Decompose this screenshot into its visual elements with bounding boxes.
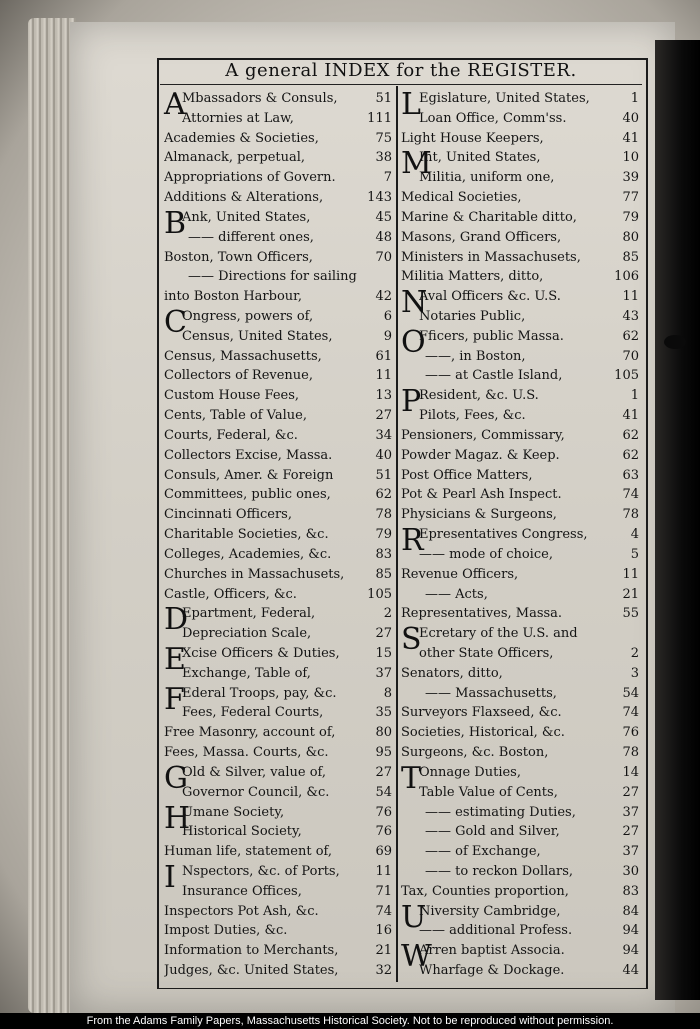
index-entry bbox=[164, 920, 392, 941]
index-entry bbox=[401, 821, 639, 842]
drop-cap-letter: D bbox=[164, 602, 189, 638]
book-spine bbox=[655, 40, 700, 1000]
index-entry bbox=[401, 663, 639, 684]
index-entry-text: Fees, Massa. Courts, &c. bbox=[164, 745, 329, 761]
index-entry bbox=[164, 187, 392, 208]
index-entry-page: 94 bbox=[622, 923, 639, 939]
index-entry-page: 62 bbox=[622, 328, 639, 344]
index-entry bbox=[164, 960, 392, 981]
index-entry-text: Notaries Public, bbox=[419, 309, 526, 325]
index-entry-page: 85 bbox=[622, 249, 639, 265]
index-entry-text: Fees, Federal Courts, bbox=[182, 705, 324, 721]
index-entry-page: 76 bbox=[375, 824, 392, 840]
index-entry-page: 54 bbox=[622, 685, 639, 701]
index-entry bbox=[401, 702, 639, 723]
index-entry bbox=[401, 128, 639, 149]
index-entry-text: Epresentatives Congress, bbox=[419, 527, 588, 543]
index-entry bbox=[164, 128, 392, 149]
index-entry bbox=[164, 445, 392, 466]
index-entry bbox=[401, 465, 639, 486]
index-entry bbox=[401, 306, 639, 327]
index-entry-page: 69 bbox=[375, 844, 392, 860]
index-entry-text: Medical Societies, bbox=[401, 190, 522, 206]
index-entry bbox=[164, 326, 392, 347]
index-entry bbox=[401, 564, 639, 585]
index-entry bbox=[401, 524, 639, 545]
index-entry-text: Onnage Duties, bbox=[419, 764, 521, 780]
index-entry-page: 42 bbox=[375, 289, 392, 305]
index-entry bbox=[164, 742, 392, 763]
index-entry-page: 13 bbox=[375, 388, 392, 404]
index-entry-page: 77 bbox=[622, 190, 639, 206]
index-entry-text: Boston, Town Officers, bbox=[164, 249, 313, 265]
index-entry-page: 63 bbox=[622, 467, 639, 483]
index-entry bbox=[164, 841, 392, 862]
index-entry-text: Ank, United States, bbox=[182, 209, 311, 225]
index-entry bbox=[401, 207, 639, 228]
index-entry-page: 80 bbox=[622, 229, 639, 245]
index-entry bbox=[401, 841, 639, 862]
index-entry-page: 78 bbox=[375, 507, 392, 523]
index-entry-text: Additions & Alterations, bbox=[164, 190, 324, 206]
index-entry bbox=[401, 405, 639, 426]
index-entry-page: 41 bbox=[622, 130, 639, 146]
drop-cap-letter: A bbox=[164, 87, 186, 122]
index-entry-text: Almanack, perpetual, bbox=[164, 150, 306, 166]
index-entry-text: Militia, uniform one, bbox=[419, 170, 555, 186]
drop-cap-letter: B bbox=[164, 205, 187, 241]
index-entry bbox=[164, 484, 392, 505]
index-entry-page: 40 bbox=[375, 447, 392, 463]
index-entry-text: Mbassadors & Consuls, bbox=[182, 91, 338, 106]
drop-cap-letter: F bbox=[164, 681, 185, 717]
index-entry bbox=[401, 802, 639, 823]
index-entry bbox=[164, 782, 392, 803]
index-entry bbox=[164, 247, 392, 268]
index-entry-page: 11 bbox=[375, 863, 392, 879]
binding-hole bbox=[664, 335, 686, 349]
index-entry bbox=[164, 306, 392, 327]
index-entry bbox=[164, 88, 392, 109]
index-entry bbox=[401, 187, 639, 208]
index-entry-text: Epartment, Federal, bbox=[182, 606, 316, 622]
index-entry bbox=[401, 742, 639, 763]
index-entry-text: Pot & Pearl Ash Inspect. bbox=[401, 487, 562, 503]
index-entry bbox=[401, 326, 639, 347]
index-entry bbox=[164, 405, 392, 426]
index-entry-text: Ederal Troops, pay, &c. bbox=[182, 685, 337, 701]
index-entry bbox=[164, 584, 392, 605]
index-entry-page: 5 bbox=[630, 546, 639, 562]
index-entry bbox=[164, 603, 392, 624]
index-entry bbox=[401, 920, 639, 941]
index-entry bbox=[401, 861, 639, 882]
index-entry bbox=[401, 782, 639, 803]
index-entry-text: Collectors of Revenue, bbox=[164, 368, 313, 384]
index-entry bbox=[401, 940, 639, 961]
index-entry-text: Collectors Excise, Massa. bbox=[164, 447, 333, 463]
page-stack-edge bbox=[28, 18, 76, 1013]
index-entry-page: 8 bbox=[383, 685, 392, 701]
index-entry-page: 143 bbox=[367, 190, 392, 206]
index-entry bbox=[401, 108, 639, 129]
index-entry-page: 74 bbox=[375, 903, 392, 919]
index-entry-text: Pensioners, Commissary, bbox=[401, 427, 565, 443]
index-entry-text: Depreciation Scale, bbox=[182, 626, 312, 642]
index-entry-page: 111 bbox=[367, 110, 392, 126]
index-entry-text: —— Massachusetts, bbox=[425, 685, 557, 701]
index-entry bbox=[164, 663, 392, 684]
index-entry bbox=[401, 722, 639, 743]
index-entry-text: Insurance Offices, bbox=[182, 883, 302, 899]
index-entry-page: 75 bbox=[375, 130, 392, 146]
drop-cap-letter: S bbox=[401, 622, 422, 658]
index-entry-text: Wharfage & Dockage. bbox=[419, 963, 565, 979]
index-entry-page: 27 bbox=[375, 408, 392, 424]
index-entry-text: Niversity Cambridge, bbox=[419, 903, 561, 919]
drop-cap-letter: E bbox=[164, 641, 186, 677]
index-entry-text: Egislature, United States, bbox=[419, 91, 590, 106]
index-entry-page: 71 bbox=[375, 883, 392, 899]
index-entry bbox=[401, 346, 639, 367]
index-entry-page: 7 bbox=[383, 170, 392, 186]
index-entry bbox=[164, 762, 392, 783]
drop-cap-letter: H bbox=[164, 800, 191, 836]
index-entry-text: Revenue Officers, bbox=[401, 566, 519, 582]
index-entry-page: 21 bbox=[622, 586, 639, 602]
index-entry-page: 43 bbox=[622, 309, 639, 325]
index-entry-page: 11 bbox=[375, 368, 392, 384]
drop-cap-letter: N bbox=[401, 285, 428, 321]
index-entry-text: Surveyors Flaxseed, &c. bbox=[401, 705, 562, 721]
drop-cap-letter: P bbox=[401, 384, 422, 420]
index-entry-page: 15 bbox=[375, 645, 392, 661]
index-entry-page: 70 bbox=[375, 249, 392, 265]
index-entry-page: 83 bbox=[375, 546, 392, 562]
index-entry-text: —— of Exchange, bbox=[425, 844, 541, 860]
index-entry-page: 2 bbox=[383, 606, 392, 622]
index-entry-text: Ecretary of the U.S. and bbox=[419, 626, 578, 642]
index-entry-page: 61 bbox=[375, 348, 392, 364]
index-entry-page: 37 bbox=[622, 844, 639, 860]
drop-cap-letter: U bbox=[401, 899, 427, 935]
drop-cap-letter: W bbox=[401, 939, 432, 975]
index-entry-page: 76 bbox=[375, 804, 392, 820]
drop-cap-letter: R bbox=[401, 523, 424, 559]
index-entry-text: Int, United States, bbox=[419, 150, 541, 166]
index-entry-page: 45 bbox=[375, 209, 392, 225]
index-entry-text: Ongress, powers of, bbox=[182, 309, 314, 325]
index-entry-page: 30 bbox=[622, 863, 639, 879]
index-entry-page: 48 bbox=[375, 229, 392, 245]
index-entry-text: Governor Council, &c. bbox=[182, 784, 330, 800]
index-entry bbox=[401, 544, 639, 565]
index-entry-page: 16 bbox=[375, 923, 392, 939]
index-entry-page: 79 bbox=[622, 209, 639, 225]
index-entry-text: Consuls, Amer. & Foreign bbox=[164, 467, 334, 483]
index-entry-text: Marine & Charitable ditto, bbox=[401, 209, 577, 225]
index-entry bbox=[401, 623, 639, 644]
index-entry-text: Census, United States, bbox=[182, 328, 333, 344]
index-entry-text: Census, Massachusetts, bbox=[164, 348, 322, 364]
index-entry-text: Historical Society, bbox=[182, 824, 302, 840]
index-entry bbox=[164, 564, 392, 585]
index-entry-page: 2 bbox=[630, 645, 639, 661]
index-entry-page: 14 bbox=[622, 764, 639, 780]
index-entry bbox=[401, 445, 639, 466]
index-entry-text: Churches in Massachusets, bbox=[164, 566, 345, 582]
index-entry-page: 34 bbox=[375, 427, 392, 443]
index-entry-text: Fficers, public Massa. bbox=[419, 328, 564, 344]
index-entry-text: —— different ones, bbox=[188, 229, 314, 245]
index-entry-page: 70 bbox=[622, 348, 639, 364]
index-entry-page: 27 bbox=[622, 824, 639, 840]
index-entry-text: Inspectors Pot Ash, &c. bbox=[164, 903, 319, 919]
index-entry-page: 9 bbox=[383, 328, 392, 344]
index-entry-page: 79 bbox=[375, 527, 392, 543]
column-divider bbox=[396, 86, 398, 982]
index-entry bbox=[401, 167, 639, 188]
index-entry-text: Post Office Matters, bbox=[401, 467, 533, 483]
index-entry-text: Senators, ditto, bbox=[401, 665, 503, 681]
index-entry bbox=[164, 702, 392, 723]
index-entry-page: 21 bbox=[375, 943, 392, 959]
index-entry-text: —— Gold and Silver, bbox=[425, 824, 560, 840]
index-entry-text: Tax, Counties proportion, bbox=[401, 883, 569, 899]
index-entry-text: Masons, Grand Officers, bbox=[401, 229, 562, 245]
index-entry bbox=[164, 623, 392, 644]
index-entry-text: —— additional Profess. bbox=[419, 923, 573, 939]
drop-cap-letter: C bbox=[164, 305, 187, 341]
index-entry bbox=[401, 901, 639, 922]
index-entry-text: Castle, Officers, &c. bbox=[164, 586, 297, 602]
index-entry-page: 105 bbox=[614, 368, 639, 384]
index-entry bbox=[401, 88, 639, 109]
index-entry-page: 38 bbox=[375, 150, 392, 166]
index-entry bbox=[401, 385, 639, 406]
index-entry-text: other State Officers, bbox=[419, 645, 554, 661]
index-entry bbox=[401, 227, 639, 248]
index-entry-text: Judges, &c. United States, bbox=[164, 963, 339, 979]
index-entry-page: 11 bbox=[622, 566, 639, 582]
index-entry bbox=[401, 425, 639, 446]
index-entry bbox=[401, 683, 639, 704]
index-entry bbox=[164, 385, 392, 406]
index-entry-page: 37 bbox=[622, 804, 639, 820]
index-entry-page: 78 bbox=[622, 745, 639, 761]
index-entry-page: 106 bbox=[614, 269, 639, 285]
index-entry bbox=[401, 762, 639, 783]
index-entry bbox=[164, 227, 392, 248]
index-entry bbox=[164, 266, 392, 287]
index-entry-page: 3 bbox=[630, 665, 639, 681]
index-entry bbox=[164, 683, 392, 704]
index-entry-text: Free Masonry, account of, bbox=[164, 725, 336, 741]
index-entry-text: Surgeons, &c. Boston, bbox=[401, 745, 549, 761]
index-entry-text: —— mode of choice, bbox=[419, 546, 553, 562]
index-entry bbox=[164, 346, 392, 367]
drop-cap-letter: L bbox=[401, 87, 421, 122]
index-entry-page: 62 bbox=[622, 447, 639, 463]
index-entry-text: Light House Keepers, bbox=[401, 130, 544, 146]
index-entry bbox=[164, 861, 392, 882]
index-entry-text: Custom House Fees, bbox=[164, 388, 300, 404]
index-entry-page: 94 bbox=[622, 943, 639, 959]
index-entry bbox=[401, 603, 639, 624]
index-entry-text: Militia Matters, ditto, bbox=[401, 269, 544, 285]
index-entry-text: Loan Office, Comm'ss. bbox=[419, 110, 567, 126]
index-entry-text: Old & Silver, value of, bbox=[182, 764, 327, 780]
index-entry-text: —— at Castle Island, bbox=[425, 368, 563, 384]
index-entry bbox=[164, 722, 392, 743]
index-entry-text: Exchange, Table of, bbox=[182, 665, 311, 681]
index-entry bbox=[164, 108, 392, 129]
index-entry-text: Charitable Societies, &c. bbox=[164, 527, 329, 543]
index-entry-page: 51 bbox=[375, 91, 392, 106]
index-entry-text: Table Value of Cents, bbox=[419, 784, 558, 800]
index-entry-page: 76 bbox=[622, 725, 639, 741]
index-entry bbox=[401, 960, 639, 981]
drop-cap-letter: T bbox=[401, 760, 422, 796]
index-entry bbox=[164, 524, 392, 545]
index-entry bbox=[164, 465, 392, 486]
index-entry-text: Human life, statement of, bbox=[164, 844, 332, 860]
title-rule bbox=[160, 84, 642, 85]
index-entry-page: 41 bbox=[622, 408, 639, 424]
index-entry-page: 80 bbox=[375, 725, 392, 741]
index-title: A general INDEX for the REGISTER. bbox=[225, 60, 577, 81]
index-entry-page: 83 bbox=[622, 883, 639, 899]
index-entry-text: ——, in Boston, bbox=[425, 348, 526, 364]
index-entry bbox=[401, 247, 639, 268]
index-entry bbox=[164, 286, 392, 307]
index-entry-text: Umane Society, bbox=[182, 804, 285, 820]
index-entry-page: 78 bbox=[622, 507, 639, 523]
index-entry-text: Attornies at Law, bbox=[182, 110, 294, 126]
index-entry bbox=[164, 881, 392, 902]
index-entry bbox=[164, 802, 392, 823]
index-entry-text: —— estimating Duties, bbox=[425, 804, 576, 820]
index-entry-page: 74 bbox=[622, 705, 639, 721]
index-entry bbox=[164, 544, 392, 565]
index-entry-text: Societies, Historical, &c. bbox=[401, 725, 565, 741]
index-entry bbox=[401, 881, 639, 902]
index-entry-text: Cincinnati Officers, bbox=[164, 507, 292, 523]
index-entry bbox=[401, 147, 639, 168]
index-entry-page: 27 bbox=[622, 784, 639, 800]
index-entry bbox=[401, 484, 639, 505]
index-entry-page: 27 bbox=[375, 626, 392, 642]
index-entry-page: 27 bbox=[375, 764, 392, 780]
index-entry-text: Nspectors, &c. of Ports, bbox=[182, 863, 340, 879]
index-entry-page: 95 bbox=[375, 745, 392, 761]
index-entry-page: 35 bbox=[375, 705, 392, 721]
index-entry-text: Representatives, Massa. bbox=[401, 606, 563, 622]
index-entry bbox=[164, 147, 392, 168]
index-entry bbox=[164, 901, 392, 922]
index-entry-text: Academies & Societies, bbox=[164, 130, 319, 146]
index-entry-page: 1 bbox=[630, 388, 639, 404]
index-entry-page: 62 bbox=[375, 487, 392, 503]
index-entry bbox=[164, 940, 392, 961]
index-entry-text: —— to reckon Dollars, bbox=[425, 863, 574, 879]
index-entry-text: Powder Magaz. & Keep. bbox=[401, 447, 560, 463]
index-entry-text: Aval Officers &c. U.S. bbox=[419, 289, 561, 305]
index-entry-text: —— Acts, bbox=[425, 586, 488, 602]
index-entry bbox=[164, 207, 392, 228]
index-entry-text: Physicians & Surgeons, bbox=[401, 507, 557, 523]
index-entry-page: 10 bbox=[622, 150, 639, 166]
index-entry-page: 54 bbox=[375, 784, 392, 800]
index-entry bbox=[401, 643, 639, 664]
index-entry bbox=[164, 821, 392, 842]
index-entry-text: Impost Duties, &c. bbox=[164, 923, 288, 939]
right-index-column bbox=[401, 88, 639, 980]
index-entry-page: 51 bbox=[375, 467, 392, 483]
index-entry-page: 6 bbox=[383, 309, 392, 325]
index-entry-text: Colleges, Academies, &c. bbox=[164, 546, 332, 562]
index-entry bbox=[164, 365, 392, 386]
index-entry-text: Appropriations of Govern. bbox=[164, 170, 336, 186]
index-entry-text: Ministers in Massachusets, bbox=[401, 249, 581, 265]
index-entry bbox=[164, 167, 392, 188]
index-entry-text: Xcise Officers & Duties, bbox=[182, 645, 340, 661]
index-entry-page: 32 bbox=[375, 963, 392, 979]
index-entry-page: 105 bbox=[367, 586, 392, 602]
left-index-column bbox=[164, 88, 392, 980]
index-entry bbox=[401, 584, 639, 605]
archive-caption: From the Adams Family Papers, Massachusetts Historical Society. Not to be reproduced without permission. bbox=[0, 1013, 700, 1029]
index-entry-page: 1 bbox=[630, 91, 639, 106]
drop-cap-letter: O bbox=[401, 324, 426, 360]
index-entry-text: into Boston Harbour, bbox=[164, 289, 303, 305]
index-entry-page: 39 bbox=[622, 170, 639, 186]
index-entry-page: 55 bbox=[622, 606, 639, 622]
index-entry-page: 84 bbox=[622, 903, 639, 919]
index-entry-text: Courts, Federal, &c. bbox=[164, 427, 298, 443]
index-entry-text: Pilots, Fees, &c. bbox=[419, 408, 526, 424]
index-entry-text: —— Directions for sailing bbox=[188, 269, 357, 285]
index-entry bbox=[164, 425, 392, 446]
index-entry bbox=[401, 266, 639, 287]
index-entry bbox=[401, 365, 639, 386]
index-entry-page: 4 bbox=[630, 527, 639, 543]
index-entry-page: 85 bbox=[375, 566, 392, 582]
index-entry bbox=[401, 504, 639, 525]
index-entry-page: 40 bbox=[622, 110, 639, 126]
index-entry-text: Information to Merchants, bbox=[164, 943, 339, 959]
index-entry-text: Cents, Table of Value, bbox=[164, 408, 307, 424]
index-entry-text: Resident, &c. U.S. bbox=[419, 388, 539, 404]
index-entry-text: Arren baptist Associa. bbox=[419, 943, 565, 959]
index-entry-page: 74 bbox=[622, 487, 639, 503]
drop-cap-letter: I bbox=[164, 859, 176, 895]
index-entry-page: 44 bbox=[622, 963, 639, 979]
index-entry-page: 37 bbox=[375, 665, 392, 681]
index-entry-page: 62 bbox=[622, 427, 639, 443]
index-entry bbox=[164, 504, 392, 525]
index-entry-text: Committees, public ones, bbox=[164, 487, 331, 503]
index-entry bbox=[401, 286, 639, 307]
index-entry bbox=[164, 643, 392, 664]
index-entry-page: 11 bbox=[622, 289, 639, 305]
drop-cap-letter: M bbox=[401, 146, 432, 182]
drop-cap-letter: G bbox=[164, 760, 188, 796]
